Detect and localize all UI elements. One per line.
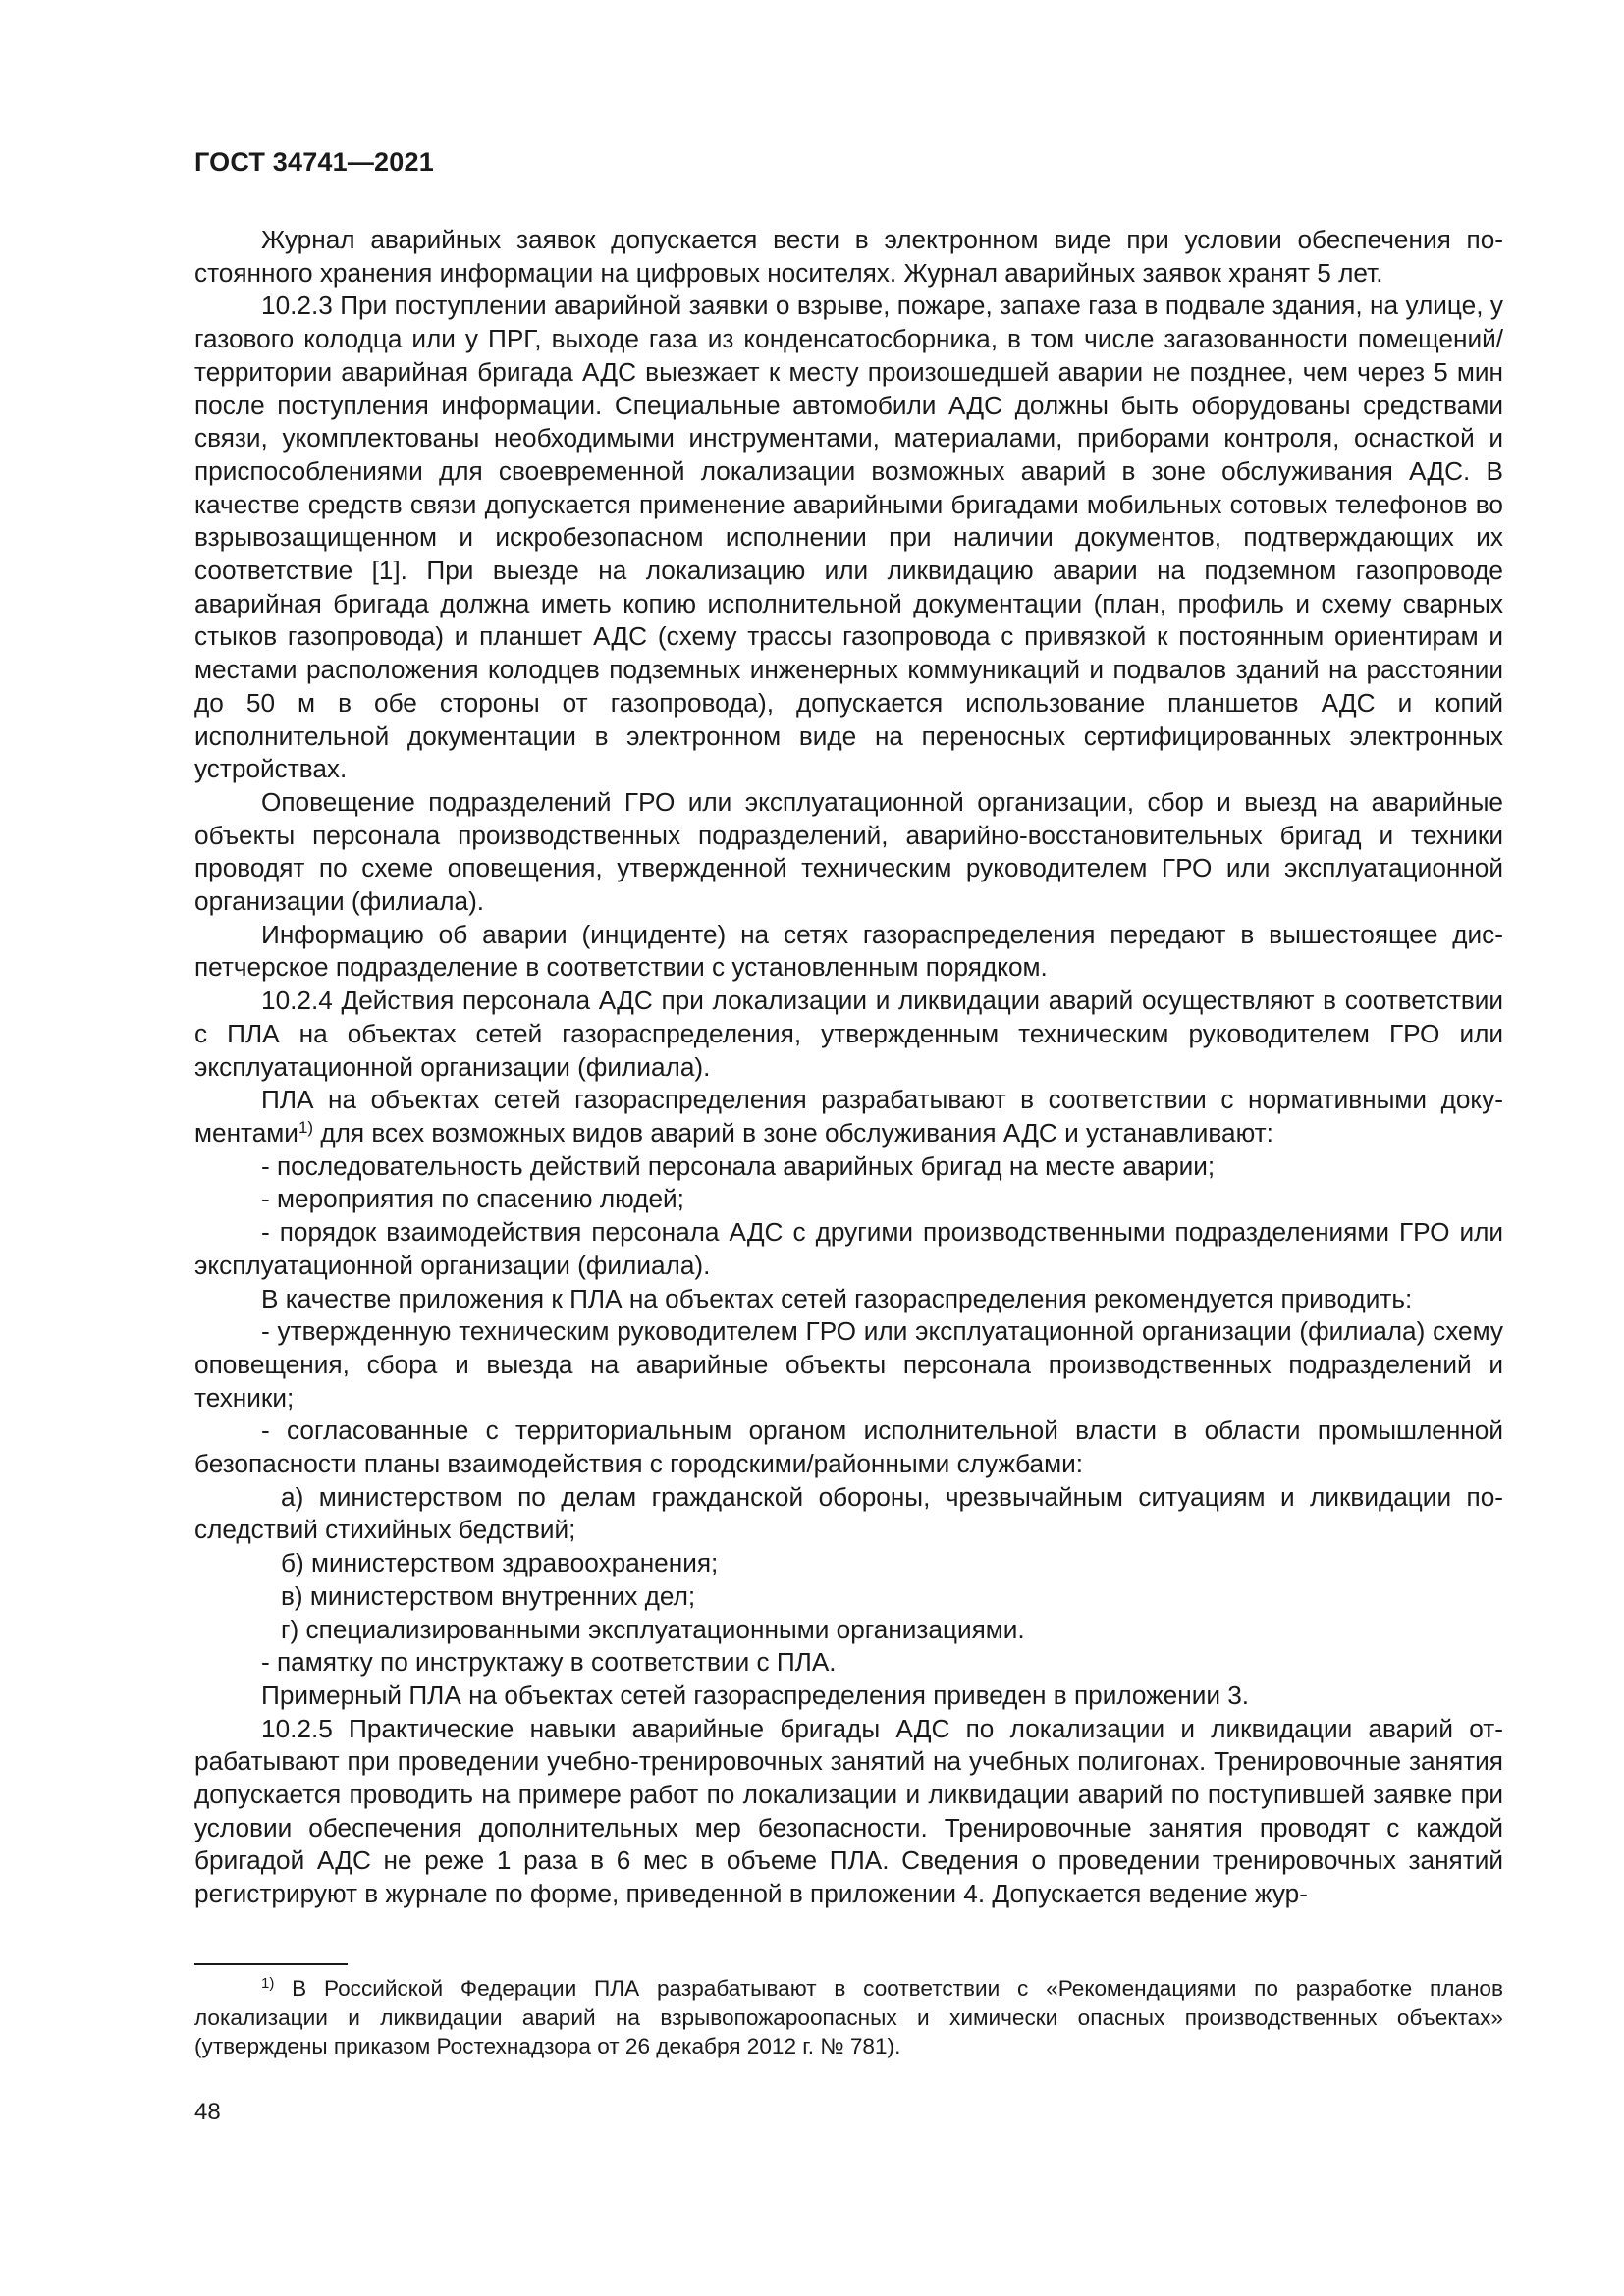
footnote-text: В Российской Федерации ПЛА разрабатывают в соответствии с «Рекомендациями по разработке планов локализации и ликвидации аварий на взрывопожароопасных и химически опасных производственных объектах» (утверждены приказом Ростехнадзора от 26 декабря 2012 г. № 781). [194,1976,1503,2058]
paragraph-10-2-3: 10.2.3 При поступлении аварийной заявки о взрыве, пожаре, запахе газа в подвале здания, на улице, у газового колодца или у ПРГ, выходе газа из конденсатосборника, в том числе загазованности помещений/территории аварийная бригада АДС выезжает к месту произошедшей аварии не позднее, чем через 5 мин после поступления информации. Специальные автомобили АДС должны быть оборудованы средствами связи, укомплектованы необходимыми инструментами, материалами, приборами контроля, оснасткой и приспособлениями для своевременной локализации возможных аварий в зоне обслуживания АДС. В качестве средств связи допускается применение аварийными бригадами мобильных сотовых телефонов во взрывозащищенном и искробезопасном исполнении при наличии документов, подтверждающих их соответствие [1]. При выезде на локализацию или ликвидацию аварии на подземном газопроводе аварийная бригада должна иметь копию исполнительной документации (план, профиль и схему сварных стыков газопровода) и планшет АДС (схему трассы газопровода с привязкой к постоянным ориентирам и местами расположения колодцев подземных инженерных коммуникаций и подвалов зданий на расстоянии до 50 м в обе стороны от газопровода), допускается использование планшетов АДС и копий исполнительной документации в электронном виде на переносных сертифицированных электронных устройствах. [194,291,1503,784]
page-number: 48 [194,2099,221,2125]
footnote-divider [194,1963,348,1965]
paragraph-text: для всех возможных видов аварий в зоне обслуживания АДС и устанавливают: [313,1117,1273,1148]
footnote [194,1974,1503,2061]
paragraph: Примерный ПЛА на объектах сетей газораспределения приведен в приложении 3. [261,1680,1250,1710]
sublist-item: в) министерством внутренних дел; [281,1580,696,1611]
document-code: ГОСТ 34741—2021 [194,147,434,177]
list-item: - утвержденную техническим руководителем ГРО или эксплуатационной организации (филиала) схему оповещения, сбора и выезда на аварийные объекты персонала производственных подразделений и техники; [194,1316,1503,1413]
sublist-item: б) министерством здравоохранения; [281,1548,719,1578]
list-item: - согласованные с территориальным органом исполнительной власти в области промышленной безопасности планы взаимодействия с городскими/районными службами: [194,1415,1503,1479]
footnote-reference: 1) [298,1117,314,1137]
paragraph: Журнал аварийных заявок допускается вести в электронном виде при условии обеспечения постоянного хранения информации на цифровых носителях. Журнал аварийных заявок хранят 5 лет. [194,225,1503,288]
sublist-item: а) министерством по делам гражданской обороны, чрезвычайным ситуациям и ликвидации последствий стихийных бедствий; [194,1481,1503,1545]
main-text [194,224,1503,1911]
footnote-marker: 1) [261,1975,275,1992]
paragraph-with-footnote-ref [194,1084,1503,1149]
list-item: - мероприятия по спасению людей; [261,1184,684,1214]
sublist-item: г) специализированными эксплуатационными организациями. [281,1614,1025,1644]
list-item: - последовательность действий персонала аварийных бригад на месте аварии; [261,1150,1216,1181]
list-item: - памятку по инструктажу в соответствии с ПЛА. [261,1647,837,1678]
paragraph: В качестве приложения к ПЛА на объектах сетей газораспределения рекомендуется приводить: [261,1283,1413,1313]
paragraph: Информацию об аварии (инциденте) на сетях газораспределения передают в вышестоящее диспетчерское подразделение в соответствии с установленным порядком. [194,919,1503,983]
paragraph-10-2-4: 10.2.4 Действия персонала АДС при локализации и ликвидации аварий осуществляют в соответствии с ПЛА на объектах сетей газораспределения, утвержденным техническим руководителем ГРО или эксплуатационной организации (филиала). [194,986,1503,1082]
paragraph: Оповещение подразделений ГРО или эксплуатационной организации, сбор и выезд на аварийные объекты персонала производственных подразделений, аварийно-восстановительных бригад и техники проводят по схеме оповещения, утвержденной техническим руководителем ГРО или эксплуатационной организации (филиала). [194,786,1503,917]
paragraph-text: ПЛА на объектах сетей газораспределения разрабатывают в соответствии с нормативными документами [194,1085,1503,1148]
list-item: - порядок взаимодействия персонала АДС с другими производственными подразделениями ГРО или эксплуатационной организации (филиала). [194,1217,1503,1280]
paragraph-10-2-5: 10.2.5 Практические навыки аварийные бригады АДС по локализации и ликвидации аварий отрабатывают при проведении учебно-тренировочных занятий на учебных полигонах. Тренировочные занятия допускается проводить на примере работ по локализации и ликвидации аварий по поступившей заявке при условии обеспечения дополнительных мер безопасности. Тренировочные занятия проводят с каждой бригадой АДС не реже 1 раза в 6 мес в объеме ПЛА. Сведения о проведении тренировочных занятий регистрируют в журнале по форме, приведенной в приложении 4. Допускается ведение жур- [194,1713,1503,1909]
